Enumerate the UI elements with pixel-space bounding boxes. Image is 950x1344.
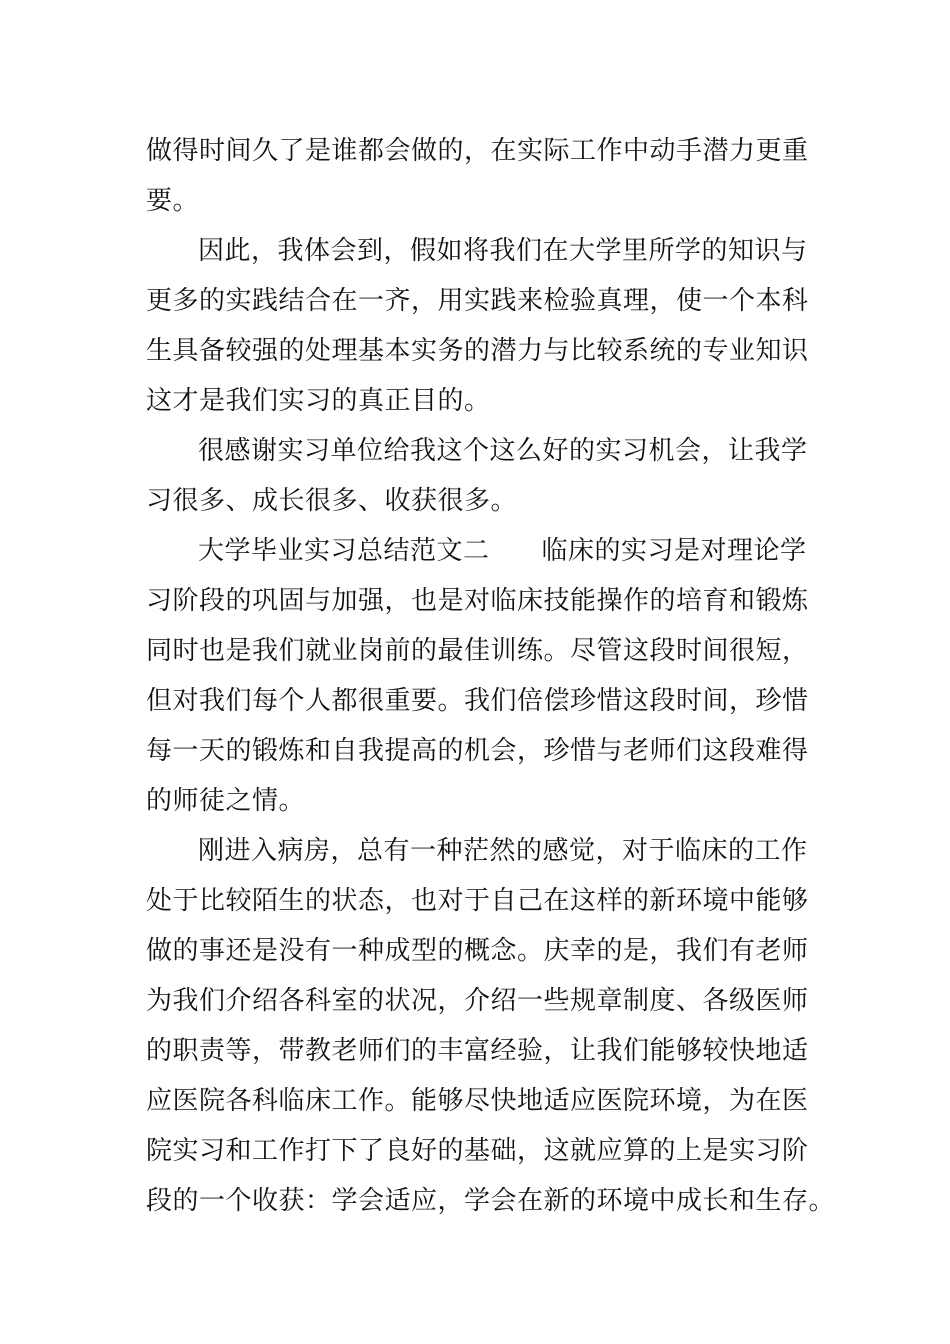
text-line-with-heading	[146, 526, 810, 576]
document-body	[146, 126, 836, 1226]
text-line: 因此，我体会到，假如将我们在大学里所学的知识与	[198, 236, 808, 266]
text-line: 习阶段的巩固与加强，也是对临床技能操作的培育和锻炼	[146, 586, 809, 616]
text-line: 但对我们每个人都很重要。我们倍偿珍惜这段时间，珍惜	[146, 686, 809, 716]
text-line: 刚进入病房，总有一种茫然的感觉，对于临床的工作	[198, 836, 808, 866]
text-line: 院实习和工作打下了良好的基础，这就应算的上是实习阶	[146, 1136, 809, 1166]
text-line: 更多的实践结合在一齐，用实践来检验真理，使一个本科	[146, 286, 809, 316]
text-line: 处于比较陌生的状态，也对于自己在这样的新环境中能够	[146, 886, 809, 916]
text-line: 每一天的锻炼和自我提高的机会，珍惜与老师们这段难得	[146, 736, 809, 766]
text-line: 这才是我们实习的真正目的。	[146, 386, 491, 416]
text-line: 很感谢实习单位给我这个这么好的实习机会，让我学	[198, 436, 808, 466]
text-line: 要。	[146, 186, 200, 216]
text-line: 为我们介绍各科室的状况，介绍一些规章制度、各级医师	[146, 986, 809, 1016]
text-line: 生具备较强的处理基本实务的潜力与比较系统的专业知识	[146, 336, 809, 366]
text-run: 临床的实习是对理论学	[541, 536, 807, 566]
text-line: 应医院各科临床工作。能够尽快地适应医院环境，为在医	[146, 1086, 809, 1116]
text-line: 做得时间久了是谁都会做的，在实际工作中动手潜力更重	[146, 136, 809, 166]
section-heading: 大学毕业实习总结范文二	[198, 536, 490, 566]
text-line: 段的一个收获：学会适应，学会在新的环境中成长和生存。	[146, 1186, 836, 1216]
text-line: 做的事还是没有一种成型的概念。庆幸的是，我们有老师	[146, 936, 809, 966]
text-line: 的职责等，带教老师们的丰富经验，让我们能够较快地适	[146, 1036, 809, 1066]
text-line: 的师徒之情。	[146, 786, 306, 816]
text-line: 习很多、成长很多、收获很多。	[146, 486, 518, 516]
text-line: 同时也是我们就业岗前的最佳训练。尽管这段时间很短，	[146, 636, 809, 666]
